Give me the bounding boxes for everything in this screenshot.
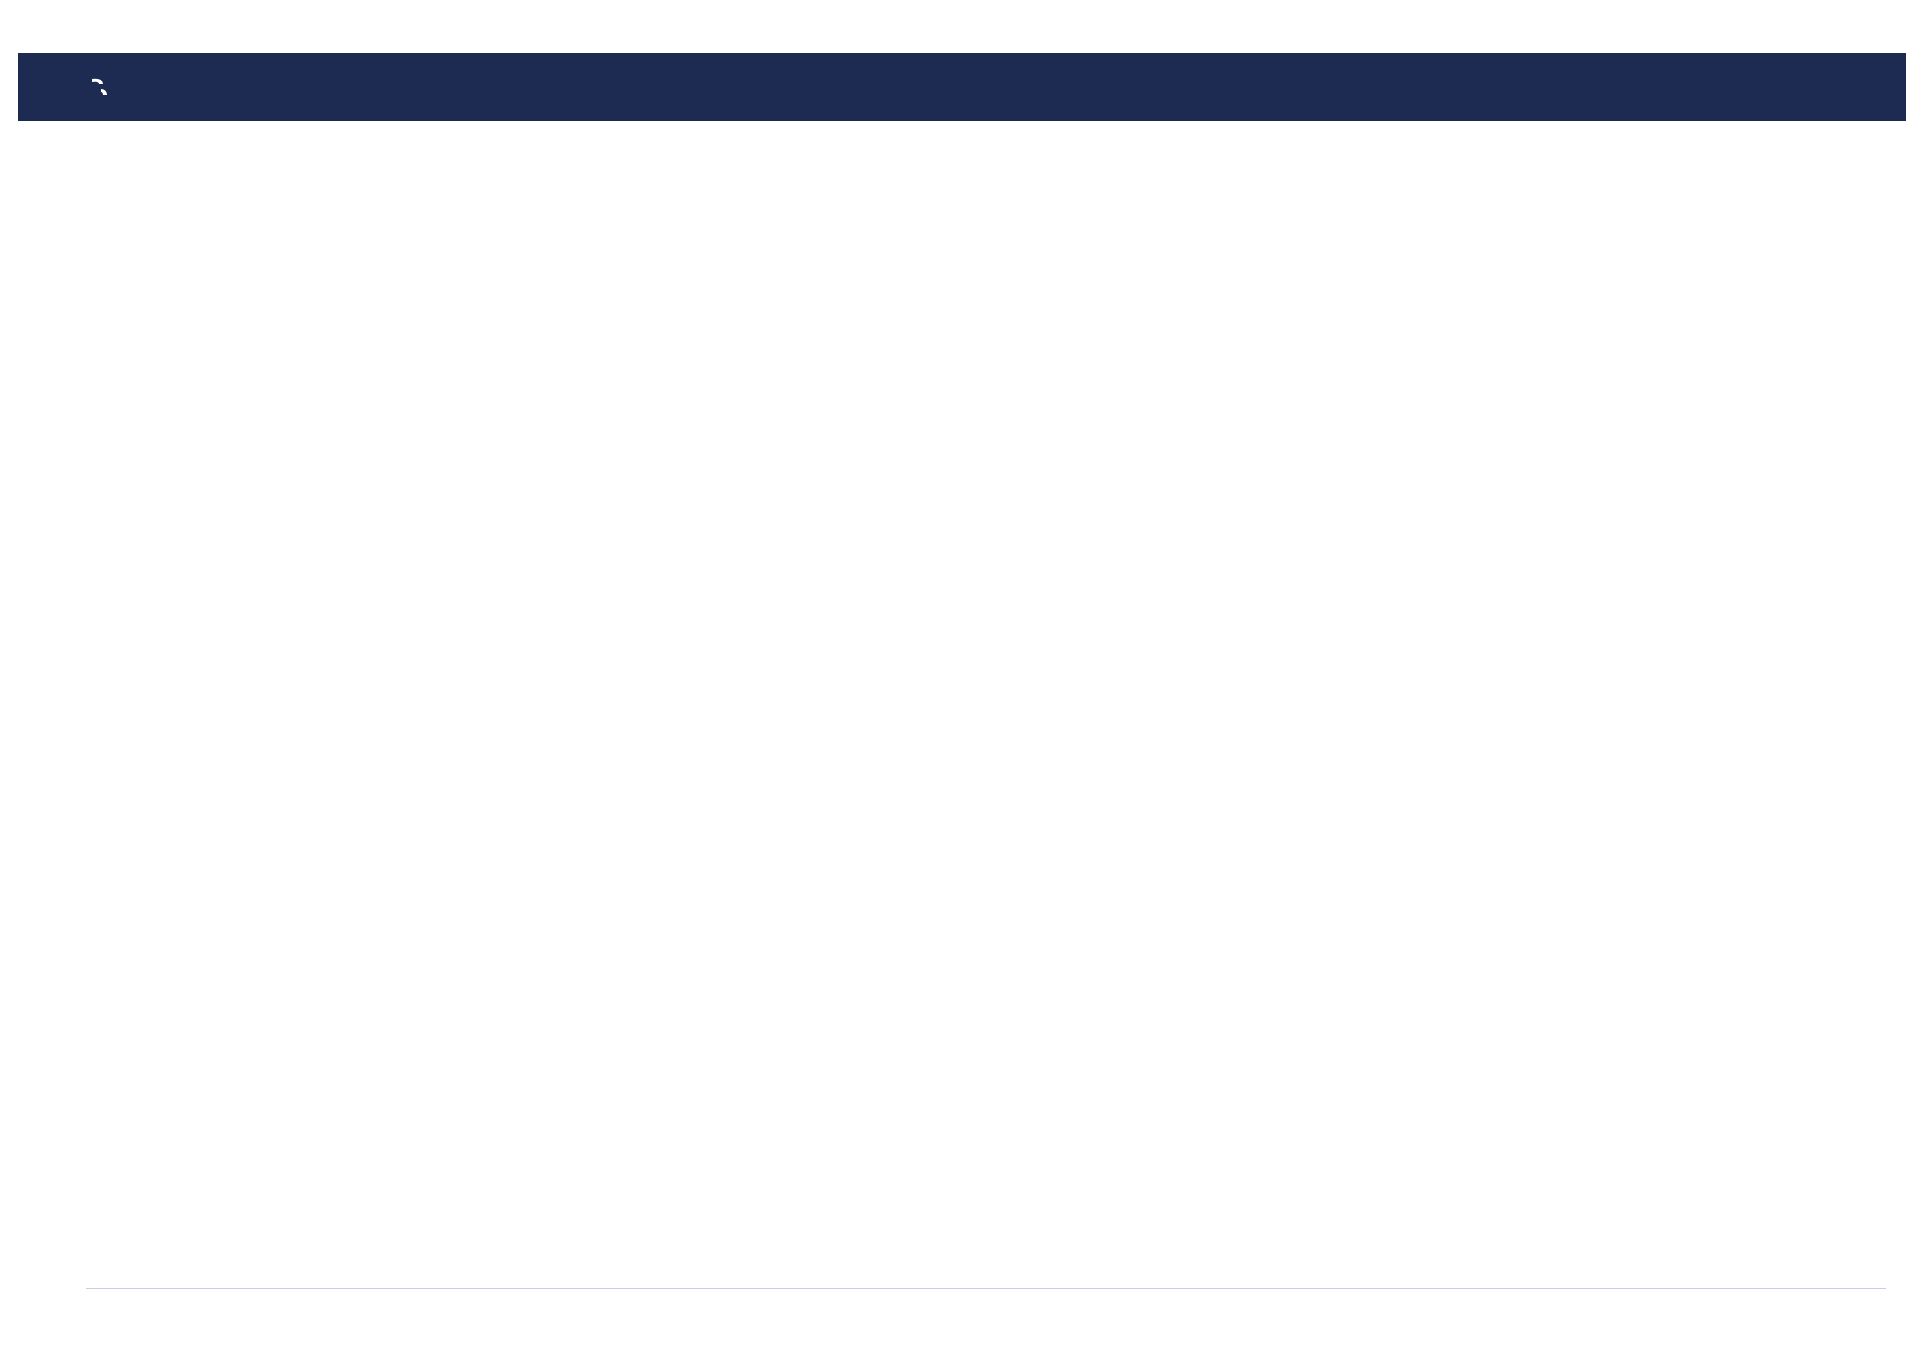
- termgrid-swoosh-icon: [88, 77, 108, 99]
- page-header: [18, 53, 1906, 121]
- footer-note: [86, 1288, 1886, 1299]
